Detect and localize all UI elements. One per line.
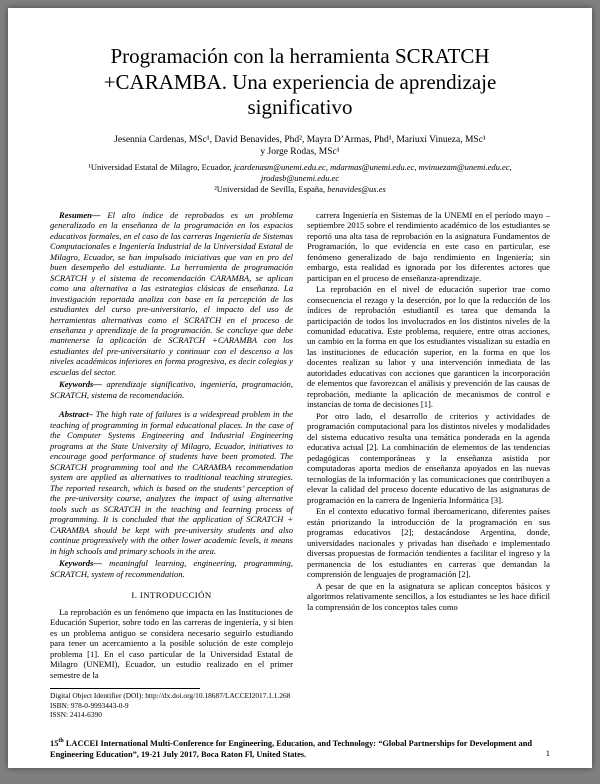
abstract-label: Abstract–	[59, 409, 93, 420]
resumen-text: El alto índice de reprobados es un problema generalizado en la enseñanza de la programación en los espacios educativos formales, en el caso de las carreras Ingeniería de Sistemas Computacionales e Ingeniería Industrial de la Universidad Estatal de Milagro, Ecuador, se han impulsado iniciativas que van en pro del buen desempeño del estudiante. La herramienta de programación SCRATCH y el sistema de recomendación CARAMBA, se aplican como una alternativa a las estrategias clásicas de enseñanza. La investigación reportada analiza con base en la percepción de los estudiantes del curso pre-universitario, el impacto del uso de herramientas alternativas como el SCRATCH en el proceso de enseñanza y aprendizaje de la programación. Se concluye que debe mantenerse la aplicación de SCRATCH +CARAMBA con los estudiantes del pre-universitario y continuar con el descenso a los niveles académicos inferiores en forma progresiva, es decir colegios y escuelas del sector.	[50, 209, 293, 377]
affiliation-1	[50, 162, 550, 184]
body-paragraph: carrera Ingeniería en Sistemas de la UNEMI en el período mayo – septiembre 2015 sobre el rendimiento académico de los estudiantes se reportó una alta tasa de reprobación en la asignatura Fundamentos de Programación, lo que evidencia en este caso en particular, ese fenómeno generalizado de bajo rendimiento en Ingeniería; sin embargo, esta realidad es ignorada por los diferentes actores que participan en el proceso de enseñanza-aprendizaje.	[307, 209, 550, 283]
affiliation-2	[50, 184, 550, 195]
issn-line: ISSN: 2414-6390	[50, 710, 102, 720]
body-paragraph: Por otro lado, el desarrollo de criterios y actividades de programación computacional para los distintos niveles y modalidades del sistema educativo resulta una temática ponderada en la agenda educativa actual [2]. La combinación de elementos de las tendencias pedagógicas contemporáneas y la enseñanza asistida por computadoras aporta medios de enseñanza apoyados en las nuevas tecnologías de la información y las comunicaciones que contribuyen a elevar la calidad del proceso docente educativo de las asignaturas de programación en la carrera de Ingeniería Informática [3].	[307, 410, 550, 505]
affiliations-block	[50, 162, 550, 195]
two-column-body	[50, 210, 550, 681]
resumen-paragraph	[50, 210, 293, 378]
affiliation-1-emails: jcardenasm@unemi.edu.ec, mdarmas@unemi.edu.ec, mvinuezam@unemi.edu.ec, jrodasb@unemi.edu.ec	[233, 161, 512, 183]
footnote-separator	[50, 688, 200, 689]
abstract-text: The high rate of failures is a widespread problem in the teaching of programming in formal educational places. In the case of the Computer Systems Engineering and Industrial Engineering programs at the State University of Milagro, Ecuador, initiatives to encourage good performance of students have been promoted. The SCRATCH programming tool and the CARAMBA recommendation system are applied as alternatives to traditional teaching strategies. The reported research, which is based on the students’ perception of the pre-university course, analyzes the impact of using alternative tools such as SCRATCH in the teaching and learning process of programming. It is concluded that the application of SCRATCH + CARAMBA should be kept with pre-university students and also continue progressively with the other lower academic levels, it means in high schools and primary schools in the area.	[50, 409, 294, 556]
left-column	[50, 210, 293, 681]
paper-page	[8, 8, 592, 768]
keywords-es	[50, 379, 293, 400]
footnote-block	[50, 688, 300, 720]
authors-line-2: y Jorge Rodas, MSc¹	[260, 147, 340, 158]
intro-paragraph: La reprobación es un fenómeno que impacta en las Instituciones de Educación Superior, sobre todo en las carreras de ingeniería, y si bien es un problema antiguo se considera necesario seguirlo estudiando para tener un acercamiento a la posible solución de este complejo problema [1]. En el caso particular de la Universidad Estatal de Milagro (UNEMI), Ecuador, un estudio realizado en el primer semestre de la	[50, 606, 293, 680]
section-heading-introduction: I. INTRODUCCIÓN	[131, 590, 212, 601]
doi-line: Digital Object Identifier (DOI): http://dx.doi.org/10.18687/LACCEI2017.1.1.268	[50, 691, 291, 701]
keywords-es-text: aprendizaje significativo, ingeniería, programación, SCRATCH, sistema de recomendación.	[50, 379, 293, 400]
paper-title: Programación con la herramienta SCRATCH +CARAMBA. Una experiencia de aprendizaje significativo	[103, 44, 497, 120]
body-paragraph: En el contexto educativo formal iberoamericano, diferentes países están priorizando la introducción de la programación en sus programas educativos [2]; destacándose Argentina, donde, universidades nacionales y privadas han diseñado e implementado diversas propuestas de formación tendientes a facilitar el ingreso y la permanencia de los estudiantes en carreras que demandan la comprensión de lenguajes de programación [2].	[307, 506, 550, 580]
page-number: 1	[545, 748, 550, 759]
conference-footer-ordinal: th	[58, 737, 64, 744]
isbn-line: ISBN: 978-0-9993443-0-9	[50, 700, 129, 710]
authors-line-1: Jesennia Cardenas, MSc¹, David Benavides, Phd², Mayra D’Armas, Phd¹, Mariuxi Vinueza, MSc¹	[114, 134, 486, 145]
keywords-es-label: Keywords—	[59, 379, 102, 390]
affiliation-1-name: ¹Universidad Estatal de Milagro, Ecuador,	[88, 161, 234, 172]
body-paragraph: La reprobación en el nivel de educación superior trae como consecuencia el rezago y la deserción, por lo que la reducción de los índices de reprobación estudiantil es tarea que demanda la participación de todos los involucrados en los distintos niveles de la comunidad educativa. Este problema, requiere, entre otras acciones, un cambio en la forma en que los estudiantes visualizan su estadía en las instituciones de educación superior, en la forma en que los docentes realizan su labor y una intervención inmediata de las autoridades educativas con acciones que garanticen la incorporación de elementos que favorezcan el análisis y prevención de las causas de reprobación, mediante la aplicación de mecanismos de control e instancias de toma de decisiones [1].	[307, 284, 550, 410]
abstract-paragraph	[50, 409, 293, 556]
keywords-en-label: Keywords—	[59, 558, 102, 569]
conference-footer	[50, 737, 550, 760]
conference-footer-num: 15	[50, 738, 59, 748]
affiliation-2-name: ²Universidad de Sevilla, España,	[214, 183, 328, 194]
body-paragraph: A pesar de que en la asignatura se aplican conceptos básicos y algoritmos relativamente sencillos, a los estudiantes se les hace difícil la comprensión de los conceptos tales como	[307, 580, 550, 612]
right-column	[307, 210, 550, 681]
resumen-label: Resumen—	[59, 209, 101, 220]
conference-footer-text: LACCEI International Multi-Conference for Engineering, Education, and Technology: “Global Partnerships for Development and Engineering Education”, 19-21 July 2017, Boca Raton Fl, United States.	[50, 738, 533, 759]
keywords-en-text: meaningful learning, engineering, programming, SCRATCH, system of recommendation.	[50, 558, 293, 579]
paper-header	[50, 44, 550, 195]
keywords-en	[50, 558, 293, 579]
affiliation-2-emails: benavides@us.es	[327, 183, 386, 194]
authors-block	[50, 134, 550, 159]
